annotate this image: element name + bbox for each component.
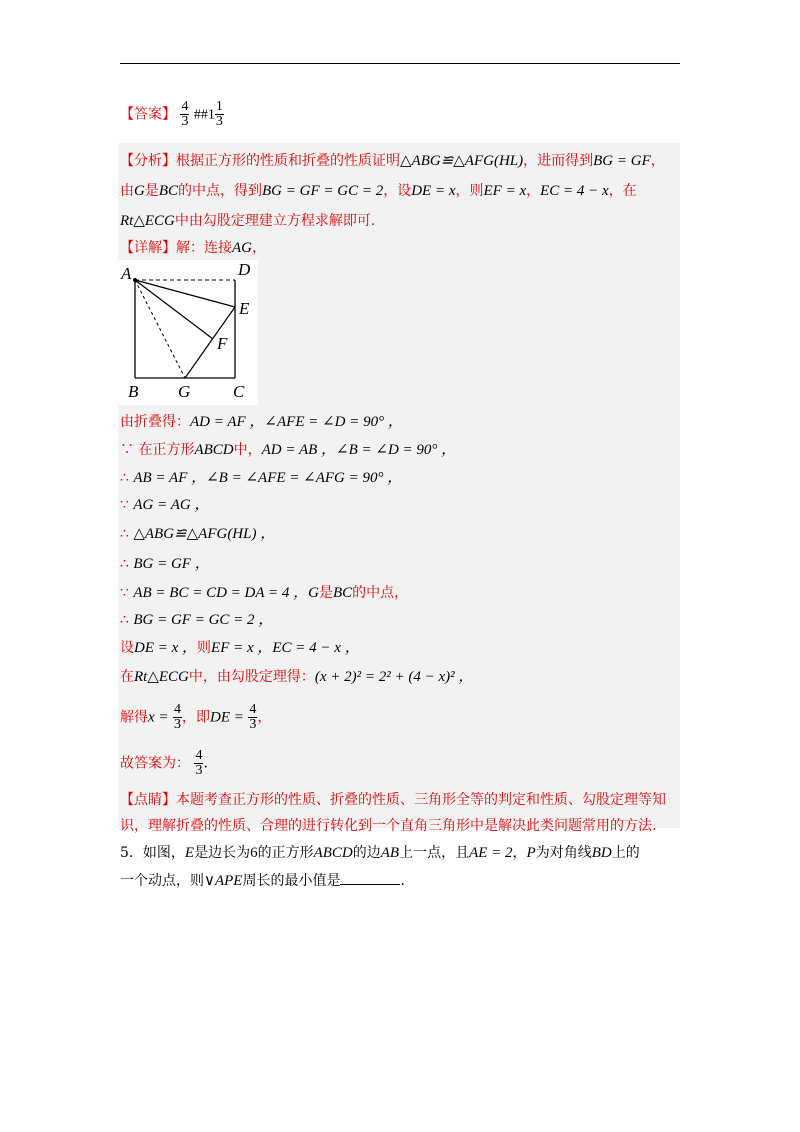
analysis-math: BG = GF = GC = 2: [262, 183, 384, 199]
detail-line: [120, 237, 266, 257]
label-d: D: [238, 260, 251, 279]
detail-text: ，: [252, 240, 266, 256]
label-a: A: [121, 264, 132, 283]
answer-tag: 【答案】: [120, 106, 176, 123]
step-5: ∴ △ABG≌△AFG(HL) ，: [120, 526, 276, 542]
header-rule: [120, 63, 680, 64]
comment-text: 本题考查正方形的性质、折叠的性质、三角形全等的判定和性质、勾股定理等知: [176, 792, 666, 808]
final-answer-line: 故答案为： $\frac{4}{3}$ .: [120, 748, 208, 778]
detail-math: AG: [232, 240, 252, 256]
analysis-math: BC: [158, 183, 179, 199]
label-f: F: [217, 334, 228, 353]
label-g: G: [178, 382, 191, 401]
solve-fraction-2: $\frac{4}{3}$: [249, 702, 257, 732]
analysis-text: 中由勾股定理建立方程求解即可.: [174, 213, 376, 229]
question-5-line-1: 5．如图，E是边长为6的正方形ABCD的边AB上一点，且AE = 2，P为对角线BD上的: [120, 845, 640, 861]
step-3: ∴ AB = AF ，∠B = ∠AFE = ∠AFG = 90° ，: [120, 470, 403, 486]
analysis-text: 根据正方形的性质和折叠的性质证明: [176, 153, 400, 169]
analysis-line-2: [120, 180, 637, 200]
label-e: E: [239, 299, 250, 318]
analysis-text: ，设: [383, 183, 412, 199]
step-8: ∴ BG = GF = GC = 2 ，: [120, 612, 274, 628]
detail-tag: 【详解】: [120, 240, 176, 256]
analysis-math: DE = x: [411, 183, 456, 199]
analysis-text: ，: [526, 183, 541, 199]
step-6: ∴ BG = GF ，: [120, 556, 210, 572]
answer-blank[interactable]: [340, 884, 400, 885]
label-b: B: [128, 382, 139, 401]
analysis-text: 由: [120, 183, 134, 199]
comment-line-1: [120, 789, 666, 809]
answer-separator: ##1: [193, 107, 215, 123]
comment-line-2: [120, 815, 656, 835]
answer-fraction-1: $\frac{4}{3}$: [181, 99, 189, 129]
analysis-text: 的中点，得到: [178, 183, 263, 199]
step-10: 在Rt△ECG中，由勾股定理得：(x + 2)² = 2² + (4 − x)² ，: [120, 669, 474, 685]
solve-fraction-1: $\frac{4}{3}$: [173, 702, 181, 732]
comment-text: 识，理解折叠的性质、合理的进行转化到一个直角三角形中是解决此类问题常用的方法.: [120, 818, 657, 834]
geometry-figure: [118, 260, 258, 405]
analysis-text: ，进而得到: [523, 153, 594, 169]
step-7: ∵ AB = BC = CD = DA = 4 ，G是BC的中点，: [120, 585, 409, 601]
solve-line: 解得x = $\frac{4}{3}$ ，即DE = $\frac{4}{3}$ ，: [120, 702, 272, 732]
analysis-math: BG = GF: [593, 153, 651, 169]
analysis-math: EC = 4 − x: [540, 183, 609, 199]
analysis-math: G: [134, 183, 145, 199]
answer-line: [120, 100, 224, 129]
analysis-line-1: [120, 150, 665, 170]
step-9: 设DE = x ，则EF = x ，EC = 4 − x ，: [120, 640, 360, 656]
analysis-text: ，在: [608, 183, 637, 199]
analysis-tag: 【分析】: [120, 153, 176, 169]
analysis-math: Rt△ECG: [120, 213, 175, 229]
detail-text: 解：连接: [176, 240, 232, 256]
analysis-text: 是: [144, 183, 159, 199]
analysis-text: ，则: [455, 183, 484, 199]
answer-fraction-2: $\frac{1}{3}$: [215, 99, 223, 129]
label-c: C: [233, 382, 245, 401]
analysis-math: EF = x: [483, 183, 527, 199]
analysis-text: ，: [650, 153, 665, 169]
question-5-line-2: 一个动点，则∨APE周长的最小值是 .: [120, 873, 405, 889]
analysis-math: △ABG≌△AFG(HL): [400, 153, 524, 169]
step-1: 由折叠得：AD = AF ，∠AFE = ∠D = 90° ，: [120, 414, 403, 430]
analysis-line-3: [120, 210, 375, 230]
step-4: ∵ AG = AG ，: [120, 497, 210, 513]
step-2: ∵ 在正方形ABCD中，AD = AB ，∠B = ∠D = 90° ，: [120, 442, 457, 458]
comment-tag: 【点睛】: [120, 792, 176, 808]
point-a: [133, 278, 137, 282]
final-fraction: $\frac{4}{3}$: [195, 748, 203, 778]
